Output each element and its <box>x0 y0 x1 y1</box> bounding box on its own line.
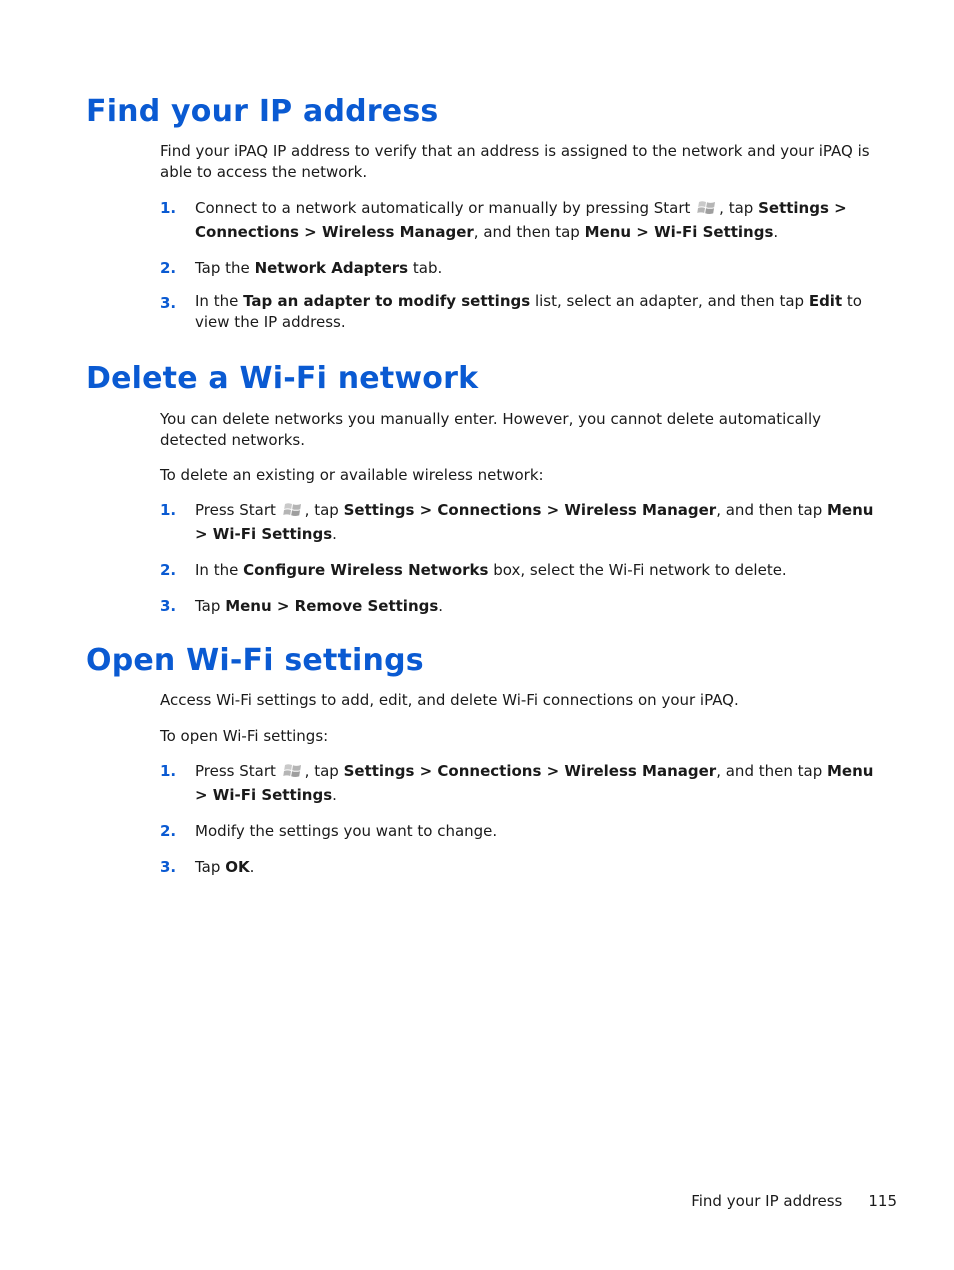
step-text: Tap the Network Adapters tab. <box>195 259 443 277</box>
heading-delete-wifi-network: Delete a Wi-Fi network <box>86 361 479 396</box>
intro2-open-wifi: To open Wi-Fi settings: <box>160 727 329 745</box>
page-footer <box>691 1190 897 1212</box>
step-text: Tap Menu > Remove Settings. <box>195 597 444 615</box>
heading-find-ip-address: Find your IP address <box>86 94 439 129</box>
intro2-delete-wifi: To delete an existing or available wireless network: <box>160 466 544 484</box>
step-text: Tap OK. <box>195 858 255 876</box>
step-number: 1. <box>160 501 177 519</box>
step-number: 3. <box>160 858 177 876</box>
step-number: 2. <box>160 561 177 579</box>
page-number: 115 <box>868 1192 897 1210</box>
step-number: 3. <box>160 294 177 312</box>
footer-section-title: Find your IP address <box>691 1192 843 1210</box>
windows-start-icon <box>283 501 303 519</box>
intro-open-wifi: Access Wi-Fi settings to add, edit, and delete Wi-Fi connections on your iPAQ. <box>160 691 739 709</box>
step-number: 2. <box>160 259 177 277</box>
step-number: 3. <box>160 597 177 615</box>
step-number: 1. <box>160 199 177 217</box>
step-text: Press Start , tap Settings > Connections > Wireless Manager, and then tap Menu > Wi-Fi Settings. <box>195 501 874 543</box>
windows-start-icon <box>283 762 303 780</box>
step-text: Press Start , tap Settings > Connections > Wireless Manager, and then tap Menu > Wi-Fi Settings. <box>195 762 874 804</box>
windows-start-icon <box>697 199 717 217</box>
intro-find-ip: Find your iPAQ IP address to verify that an address is assigned to the network and your iPAQ is able to access the network. <box>160 142 870 181</box>
step-number: 1. <box>160 762 177 780</box>
intro-delete-wifi: You can delete networks you manually enter. However, you cannot delete automatically detected networks. <box>160 410 822 449</box>
step-text: In the Configure Wireless Networks box, select the Wi-Fi network to delete. <box>195 561 787 579</box>
heading-open-wifi-settings: Open Wi-Fi settings <box>86 643 424 678</box>
step-number: 2. <box>160 822 177 840</box>
step-text: Modify the settings you want to change. <box>195 822 498 840</box>
step-text: In the Tap an adapter to modify settings list, select an adapter, and then tap Edit to view the IP address. <box>195 292 862 331</box>
step-text: Connect to a network automatically or manually by pressing Start , tap Settings > Connections > Wireless Manager, and then tap Menu > Wi-Fi Settings. <box>195 199 847 241</box>
